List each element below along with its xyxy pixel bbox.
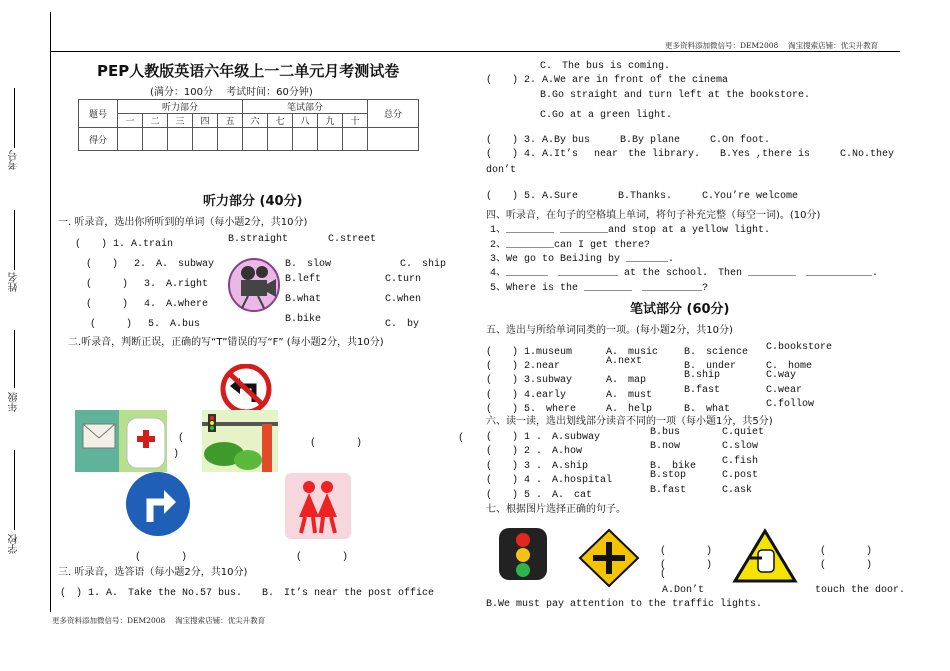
q4-line: 4、_______ __________ at the school. Then ________ ___________.: [490, 268, 879, 279]
q3-item: ( ) 3. A.By bus B.By plane C.On foot.: [486, 135, 771, 146]
q6-option: B. bike: [650, 460, 697, 472]
score-col: 八: [293, 114, 318, 128]
score-col: 五: [218, 114, 243, 128]
score-bishi: 笔试部分: [243, 100, 368, 114]
q1-heading: 一. 听录音，选出你所听到的单词（每小题2分，共10分): [58, 217, 308, 228]
score-col: 六: [243, 114, 268, 128]
q2-paren: ( ): [296, 552, 349, 563]
q5-item: ( ) 2.near: [486, 361, 561, 373]
post-office-hospital-picture: [75, 410, 167, 472]
score-cell[interactable]: [118, 128, 143, 151]
subtitle: (满分：100分 考试时间：60分钟): [150, 87, 313, 98]
q4-line: 5、Where is the ________ __________?: [490, 283, 709, 294]
q6-heading: 六、读一读，选出划线部分读音不同的一项（每小题1分，共5分): [486, 416, 773, 427]
q4-line: 1、________ ________and stop at a yellow light.: [490, 225, 771, 236]
q7-paren: ( ): [820, 546, 873, 557]
margin-line: [14, 88, 15, 148]
q2-paren: ): [173, 449, 180, 460]
q3-option: B.Go straight and turn left at the bookstore.: [540, 90, 811, 101]
q5-item: ( ) 4.early: [486, 389, 567, 401]
side-xingming: 姓名: [9, 272, 20, 292]
q1-item-b: B.straight: [228, 234, 289, 245]
q7-paren: ( ): [660, 560, 713, 571]
margin-line: [14, 450, 15, 530]
page-title: PEP人教版英语六年级上一二单元月考测试卷: [97, 62, 400, 80]
q2-paren: (: [458, 433, 465, 444]
q1-item-b: B.what: [285, 294, 322, 305]
margin-line: [14, 210, 15, 270]
pedestrians-sign-icon: [285, 473, 351, 539]
score-table: [78, 99, 419, 151]
q4-line: 3、We go to BeiJing by _______.: [490, 254, 675, 265]
score-col: 十: [343, 114, 368, 128]
margin-line: [50, 12, 51, 612]
q6-item: ( ) 4 . A.hospital: [486, 475, 613, 487]
margin-line: [14, 330, 15, 388]
traffic-light-icon: [497, 526, 549, 582]
q5-option: A. help: [606, 403, 653, 415]
score-cell[interactable]: [318, 128, 343, 151]
q5-option: C.wear: [766, 384, 803, 396]
q1-item-c: C.street: [328, 234, 377, 245]
q6-item: ( ) 3 . A.ship: [486, 460, 589, 472]
q2-paren: ( ): [310, 438, 363, 449]
score-cell[interactable]: [218, 128, 243, 151]
movie-camera-icon: [228, 258, 280, 312]
q1-item-c: C.when: [385, 294, 422, 305]
q5-item: ( ) 1.museum: [486, 347, 573, 358]
q6-item: ( ) 2 . A.how: [486, 446, 583, 458]
q6-option: C.post: [722, 470, 759, 482]
q1-item-b: B.bike: [285, 314, 322, 325]
score-col: 九: [318, 114, 343, 128]
no-left-turn-sign-icon: [210, 364, 282, 414]
q3-item: ( ) 1. A. Take the No.57 bus. B. It’s near the post office: [60, 588, 435, 599]
q1-item: ( ) 1. A.train: [75, 239, 174, 250]
score-cell[interactable]: [343, 128, 368, 151]
q6-option: B.bus: [650, 427, 681, 438]
q5-option: C. home: [766, 361, 813, 373]
side-kaohao: 考号: [9, 150, 20, 170]
q7-option-a: A.Don’t: [662, 585, 705, 596]
q4-heading: 四、听录音，在句子的空格填上单词，将句子补充完整（每空一词)。(10分): [486, 210, 821, 221]
footer-note: 更多资料添加微信号：DEM2008 淘宝搜索店铺：优尖升教育: [52, 616, 266, 625]
q5-option: B. under: [684, 361, 737, 373]
score-cell[interactable]: [193, 128, 218, 151]
q5-option: B. science: [684, 347, 749, 358]
q7-heading: 七、根据图片选择正确的句子。: [486, 504, 626, 515]
q2-heading: 二.听录音，判断正误，正确的写“T”错误的写“F” (每小题2分，共10分): [68, 337, 384, 348]
q1-item: ( ) 3. A.right: [86, 279, 209, 290]
q4-line: 2、________can I get there?: [490, 240, 651, 251]
score-cell[interactable]: [168, 128, 193, 151]
q5-option: B.fast: [684, 384, 721, 396]
header-rule: [50, 51, 900, 52]
q3-item: don’t: [486, 165, 517, 176]
score-cell[interactable]: [368, 128, 419, 151]
crossroads-sign-icon: [578, 528, 640, 588]
q7-paren: (: [660, 569, 667, 580]
q6-item: ( ) 1 . A.subway: [486, 432, 601, 443]
q6-option: C.quiet: [722, 427, 765, 438]
q5-option: B. what: [684, 403, 731, 415]
score-tingli: 听力部分: [118, 100, 243, 114]
q5-option: A. map: [606, 375, 647, 387]
header-note: 更多资料添加微信号：DEM2008 淘宝搜索店铺：优尖升教育: [665, 41, 879, 50]
q6-option: B.now: [650, 441, 681, 453]
q1-item-b: B. slow: [285, 259, 332, 270]
q3-option: C.Go at a green light.: [540, 110, 673, 121]
q1-item: ( ) 4. A.where: [86, 299, 209, 310]
q3-item: ( ) 5. A.Sure B.Thanks. C.You’re welcome: [486, 191, 799, 202]
q3-item: ( ) 4. A.It’s near the library. B.Yes ,there is C.No.they: [486, 149, 895, 160]
score-cell[interactable]: [293, 128, 318, 151]
q5-option: C.bookstore: [766, 342, 833, 353]
q7-paren: ( ): [820, 560, 873, 571]
do-not-touch-sign-icon: [732, 528, 798, 584]
q1-item: ( ) 2. A. subway: [86, 259, 215, 270]
score-col: 二: [143, 114, 168, 128]
q6-option: B.fast: [650, 484, 687, 496]
q5-option: C.follow: [766, 398, 815, 410]
q5-item: ( ) 5. where: [486, 403, 577, 415]
q3-heading: 三. 听录音，选答语（每小题2分，共10分): [58, 567, 248, 578]
q1-item: ( ) 5. A.bus: [90, 319, 201, 330]
q6-item: ( ) 5 . A. cat: [486, 489, 593, 501]
q7-paren: ( ): [660, 546, 713, 557]
score-cell[interactable]: [143, 128, 168, 151]
q1-item-b: B.left: [285, 274, 322, 285]
q1-item-c: C. by: [385, 319, 420, 330]
writing-title: 笔试部分 (60分): [630, 302, 730, 317]
q6-option: B.stop: [650, 470, 687, 482]
q1-item-c: C.turn: [385, 274, 422, 285]
score-cell[interactable]: [268, 128, 293, 151]
q6-option: C.slow: [722, 441, 759, 453]
q6-option: C.fish: [722, 455, 759, 467]
q7-option-a-tail: touch the door.: [815, 585, 906, 596]
score-col: 一: [118, 114, 143, 128]
side-xuexiao: 学校: [9, 534, 20, 554]
q5-option: A. music: [606, 347, 659, 358]
q7-option-b: B.We must pay attention to the traffic lights.: [486, 599, 763, 610]
q3-item: ( ) 2. A.We are in front of the cinema: [486, 75, 729, 86]
q2-paren: ( ): [135, 552, 188, 563]
score-col: 七: [268, 114, 293, 128]
score-cell[interactable]: [243, 128, 268, 151]
q1-item-c: C. ship: [400, 259, 447, 270]
q5-item: ( ) 3.subway: [486, 375, 573, 387]
q6-option: C.ask: [722, 484, 753, 496]
score-col: 四: [193, 114, 218, 128]
score-zongfen: 总分: [368, 100, 419, 128]
score-col: 三: [168, 114, 193, 128]
score-tihao: 题号: [79, 100, 118, 128]
listening-title: 听力部分 (40分): [203, 194, 303, 209]
q5-option: A. must: [606, 389, 653, 401]
q2-paren: (: [178, 433, 185, 444]
q5-option: B.ship: [684, 370, 721, 382]
q5-heading: 五、选出与所给单词同类的一项。(每小题2分，共10分): [486, 325, 733, 336]
side-nianji: 年级: [9, 392, 20, 412]
q3-option: C. The bus is coming.: [540, 61, 671, 72]
score-defen: 得分: [79, 128, 118, 151]
traffic-light-street-picture: [202, 410, 278, 472]
turn-right-sign-icon: [124, 470, 192, 538]
q5-option: C.way: [766, 370, 797, 382]
q5-option: A.next: [606, 356, 643, 368]
